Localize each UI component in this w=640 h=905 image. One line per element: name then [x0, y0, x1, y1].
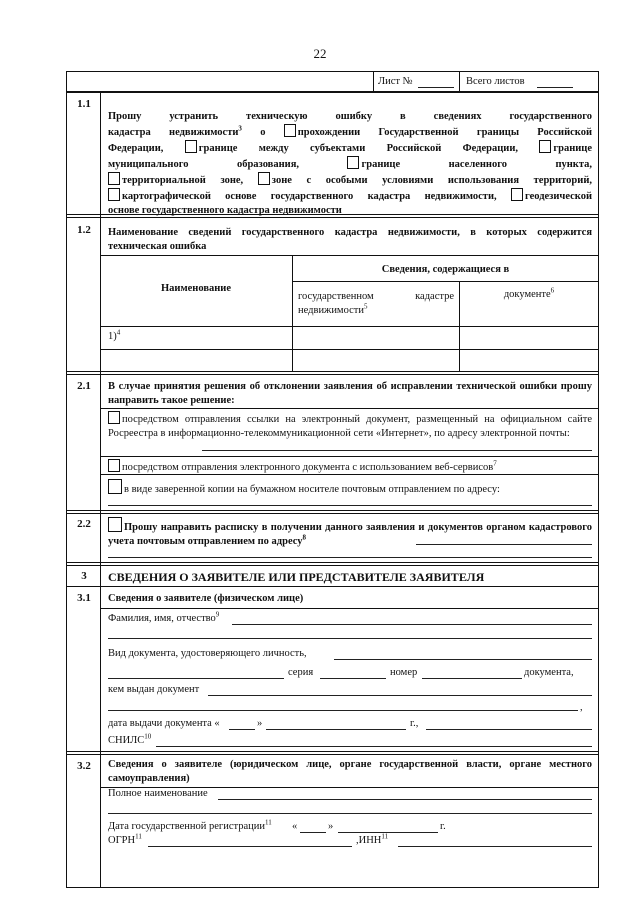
divider: [100, 474, 599, 475]
series-label: серия: [288, 667, 314, 678]
fio-label: Фамилия, имя, отчество$^9$: [108, 610, 220, 624]
checkbox-geodetic-basis[interactable]: [511, 188, 523, 201]
divider: [66, 751, 599, 752]
postal-address-field[interactable]: [108, 505, 592, 506]
full-name-field[interactable]: [218, 799, 592, 800]
divider: [66, 374, 599, 375]
document-page: 22 Лист № Всего листов 1.1 Прошу устранить техническую ошибку в сведениях государственного кадастра недвижимости$^3$ о прохождении Государственной границы Российской Федерации, границе между субъектами Российской Федерации, границе муниципального образования, границе населенного пункта, территориальной зоне, зоне с особыми условиями использования территорий, картографической основе государственного кадастра недвижимости, геодезической основе государственного кадастра недвижимости 1.2 Наименование сведений государственного кадастра недвижимости, в которых содержится техническая ошибка Наименование Сведения, содержащиеся в государственном кадастре недвижимости$^5$ документе$^6$ 1)$^4$ 2.1 В случае принятия решения об отклонении заявления об исправлении технической ошибки прошу направить такое решение: посредством отправления ссылки на электронный документ, размещенный на официальном сайте Росреестра в информационно-телекоммуникационной сети «Интернет», по адресу электронной почты: посредством отправления электронного документа с использованием веб-сервисов$^7$ в виде заверенной копии на бумажном носителе почтовым отправлением по адресу: 2.2 Прошу направить расписку в получении данного заявления и документов органом кадастрового учета почтовым отправлением по адресу$^8$ 3 СВЕДЕНИЯ О ЗАЯВИТЕЛЕ ИЛИ ПРЕДСТАВИТЕЛЕ ЗАЯВИТЕЛЯ 3.1 Сведения о заявителе (физическом лице) Фамилия, имя, отчество$^9$ Вид документа, удостоверяющего личность, серия номер документа, кем выдан документ , дата выдачи документа « » г., СНИЛС$^{10}$ 3.2 Сведения о заявителе (юридическом лице, органе государственной власти, органе местного самоуправления) Полное наименование Дата государственной регистрации$^{11}$ « » г. ОГРН$^{11}$ ,ИНН$^{11}$: [0, 0, 640, 905]
checkbox-state-border[interactable]: [284, 124, 296, 137]
number-column-divider: [100, 91, 101, 888]
snils-label: СНИЛС$^{10}$: [108, 732, 152, 746]
number-label: номер: [390, 667, 418, 678]
sheets-total-label: Всего листов: [466, 76, 525, 87]
divider: [66, 565, 599, 566]
section-number: 2.1: [77, 380, 91, 392]
checkbox-special-zone[interactable]: [258, 172, 270, 185]
reg-date-label: Дата государственной регистрации$^{11}$: [108, 818, 272, 832]
column-header-name: Наименование: [161, 283, 231, 294]
full-name-label: Полное наименование: [108, 788, 208, 799]
number-field[interactable]: [422, 678, 522, 679]
sheets-total-field[interactable]: [537, 87, 573, 88]
column-header-gkn: государственном кадастре недвижимости$^5$: [298, 291, 454, 316]
section-2-2-text: Прошу направить расписку в получении данного заявления и документов органом кадастрового учета почтовым отправлением по адресу$^8$: [108, 517, 592, 549]
id-document-label: Вид документа, удостоверяющего личность,: [108, 648, 307, 659]
issued-by-label: кем выдан документ: [108, 684, 200, 695]
table-row-label: 1)$^4$: [108, 328, 121, 342]
receipt-address-field[interactable]: [416, 544, 592, 545]
divider: [373, 71, 374, 91]
divider: [66, 754, 599, 755]
section-2-1-title: В случае принятия решения об отклонении заявления об исправлении технической ошибки прошу направить такое решение:: [108, 381, 592, 406]
divider: [66, 217, 599, 218]
full-name-field-2[interactable]: [108, 813, 592, 814]
divider: [100, 349, 599, 350]
issue-date-label: дата выдачи документа «: [108, 718, 220, 729]
inn-field[interactable]: [398, 846, 592, 847]
column-header-info: Сведения, содержащиеся в: [381, 264, 510, 275]
divider: [100, 326, 599, 327]
ogrn-field[interactable]: [148, 846, 352, 847]
divider: [66, 214, 599, 215]
checkbox-paper-copy[interactable]: [108, 479, 122, 494]
email-field[interactable]: [202, 450, 592, 451]
divider: [100, 408, 599, 409]
sheet-number-field[interactable]: [418, 87, 454, 88]
divider: [100, 608, 599, 609]
section-number: 3.1: [77, 592, 91, 604]
option-web-services: посредством отправления электронного документа с использованием веб-сервисов$^7$: [108, 459, 592, 475]
section-number: 3.2: [77, 760, 91, 772]
issue-day-field[interactable]: [229, 729, 255, 730]
divider: [66, 91, 599, 93]
snils-field[interactable]: [156, 746, 592, 747]
checkbox-settlement-border[interactable]: [347, 156, 359, 169]
divider: [100, 255, 599, 256]
checkbox-municipal-border[interactable]: [539, 140, 551, 153]
inn-label: ,ИНН$^{11}$: [356, 832, 389, 846]
issue-extra-field[interactable]: [426, 729, 592, 730]
divider: [100, 456, 599, 457]
checkbox-web-services[interactable]: [108, 459, 120, 472]
section-3-1-title: Сведения о заявителе (физическом лице): [108, 593, 304, 604]
divider: [66, 371, 599, 372]
checkbox-subject-border[interactable]: [185, 140, 197, 153]
section-3-2-title: Сведения о заявителе (юридическом лице, органе государственной власти, органе местного самоуправления): [108, 759, 592, 784]
option-paper-copy: в виде заверенной копии на бумажном носителе почтовым отправлением по адресу:: [108, 479, 592, 497]
option-email: посредством отправления ссылки на электронный документ, размещенный на официальном сайте Росреестра в информационно-телекоммуникационной сети «Интернет», по адресу электронной почты:: [108, 411, 592, 441]
document-word: документа,: [524, 667, 574, 678]
divider: [66, 513, 599, 514]
divider: [66, 510, 599, 511]
column-header-document: документе$^6$: [503, 286, 555, 300]
section-1-2-title: Наименование сведений государственного кадастра недвижимости, в которых содержится техническая ошибка: [108, 227, 592, 252]
checkbox-cartographic-basis[interactable]: [108, 188, 120, 201]
id-document-field[interactable]: [334, 659, 592, 660]
divider: [66, 562, 599, 563]
section-1-1-text: Прошу устранить техническую ошибку в сведениях государственного кадастра недвижимости$^3$ о прохождении Государственной границы Российской Федерации, границе между субъектами Российской Федерации, границе муниципального образования, границе населенного пункта, территориальной зоне, зоне с особыми условиями использования территорий, картографической основе государственного кадастра недвижимости, геодезической основе государственного кадастра недвижимости: [108, 111, 593, 216]
fio-field[interactable]: [232, 624, 592, 625]
checkbox-receipt-by-mail[interactable]: [108, 517, 122, 532]
section-number: 2.2: [77, 518, 91, 530]
divider: [292, 281, 599, 282]
sheet-number-label: Лист №: [378, 76, 413, 87]
section-number: 1.1: [77, 98, 91, 110]
ogrn-label: ОГРН$^{11}$: [108, 832, 142, 846]
receipt-address-field-2[interactable]: [108, 557, 592, 558]
section-number: 3: [81, 570, 87, 582]
divider: [66, 586, 599, 587]
issue-month-year-field[interactable]: [266, 729, 406, 730]
divider: [459, 71, 460, 91]
checkbox-email-link[interactable]: [108, 411, 120, 424]
reg-day-field[interactable]: [300, 832, 326, 833]
section-number: 1.2: [77, 224, 91, 236]
issued-by-field[interactable]: [208, 695, 592, 696]
id-document-field-2[interactable]: [108, 678, 284, 679]
fio-field-2[interactable]: [108, 638, 592, 639]
checkbox-territorial-zone[interactable]: [108, 172, 120, 185]
issued-by-field-2[interactable]: [108, 710, 578, 711]
series-field[interactable]: [320, 678, 386, 679]
page-number: 22: [313, 46, 327, 61]
section-3-title: СВЕДЕНИЯ О ЗАЯВИТЕЛЕ ИЛИ ПРЕДСТАВИТЕЛЕ ЗАЯВИТЕЛЯ: [108, 570, 485, 584]
